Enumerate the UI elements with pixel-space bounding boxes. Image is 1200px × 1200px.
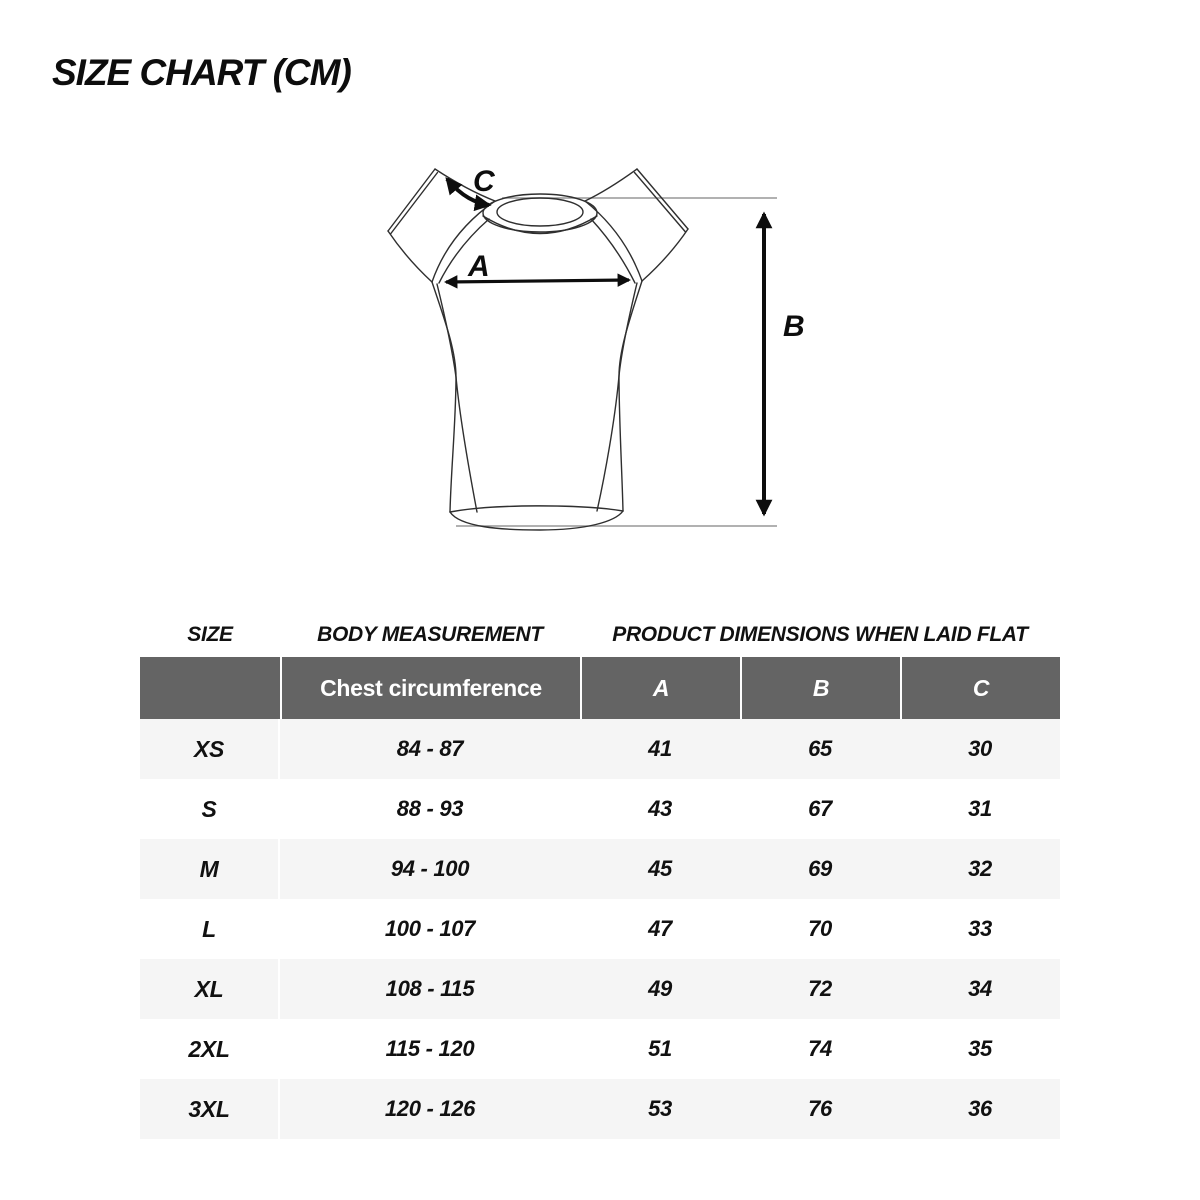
table-subheader-row <box>140 657 1060 719</box>
b-value: 74 <box>740 1019 900 1079</box>
table-row-xl <box>140 959 1060 1019</box>
b-value: 70 <box>740 899 900 959</box>
tshirt-outline <box>388 169 688 530</box>
label-a: A <box>468 250 490 283</box>
table-row-2xl <box>140 1019 1060 1079</box>
chest-value: 115 - 120 <box>280 1019 580 1079</box>
size-label: XS <box>140 719 280 779</box>
table-row-m <box>140 839 1060 899</box>
size-label: L <box>140 899 280 959</box>
c-value: 32 <box>900 839 1060 899</box>
chest-value: 120 - 126 <box>280 1079 580 1139</box>
group-header-body-measurement: BODY MEASUREMENT <box>317 622 543 646</box>
collar-inner <box>497 198 583 226</box>
b-value: 69 <box>740 839 900 899</box>
chest-value: 100 - 107 <box>280 899 580 959</box>
label-c: C <box>473 165 495 198</box>
table-row-l <box>140 899 1060 959</box>
subheader-c: C <box>900 657 1060 719</box>
table-row-xs <box>140 719 1060 779</box>
c-value: 33 <box>900 899 1060 959</box>
size-label: S <box>140 779 280 839</box>
c-value: 35 <box>900 1019 1060 1079</box>
a-value: 41 <box>580 719 740 779</box>
c-value: 31 <box>900 779 1060 839</box>
a-value: 45 <box>580 839 740 899</box>
group-header-product-dimensions: PRODUCT DIMENSIONS WHEN LAID FLAT <box>612 622 1028 646</box>
chest-value: 94 - 100 <box>280 839 580 899</box>
c-value: 36 <box>900 1079 1060 1139</box>
size-table <box>140 612 1060 1139</box>
a-value: 43 <box>580 779 740 839</box>
b-value: 67 <box>740 779 900 839</box>
table-group-header-row <box>140 612 1060 657</box>
subheader-b: B <box>740 657 900 719</box>
chest-value: 108 - 115 <box>280 959 580 1019</box>
subheader-size-blank <box>140 657 280 719</box>
c-value: 30 <box>900 719 1060 779</box>
label-b: B <box>783 310 805 343</box>
table-row-s <box>140 779 1060 839</box>
c-value: 34 <box>900 959 1060 1019</box>
a-value: 53 <box>580 1079 740 1139</box>
page-title: SIZE CHART (CM) <box>52 52 351 93</box>
b-value: 76 <box>740 1079 900 1139</box>
size-label: 3XL <box>140 1079 280 1139</box>
group-header-size: SIZE <box>187 622 233 646</box>
chest-value: 88 - 93 <box>280 779 580 839</box>
chest-value: 84 - 87 <box>280 719 580 779</box>
b-value: 72 <box>740 959 900 1019</box>
a-value: 49 <box>580 959 740 1019</box>
b-value: 65 <box>740 719 900 779</box>
table-row-3xl <box>140 1079 1060 1139</box>
a-value: 47 <box>580 899 740 959</box>
size-label: M <box>140 839 280 899</box>
subheader-chest-circumference: Chest circumference <box>280 657 580 719</box>
size-label: 2XL <box>140 1019 280 1079</box>
size-label: XL <box>140 959 280 1019</box>
subheader-a: A <box>580 657 740 719</box>
a-value: 51 <box>580 1019 740 1079</box>
